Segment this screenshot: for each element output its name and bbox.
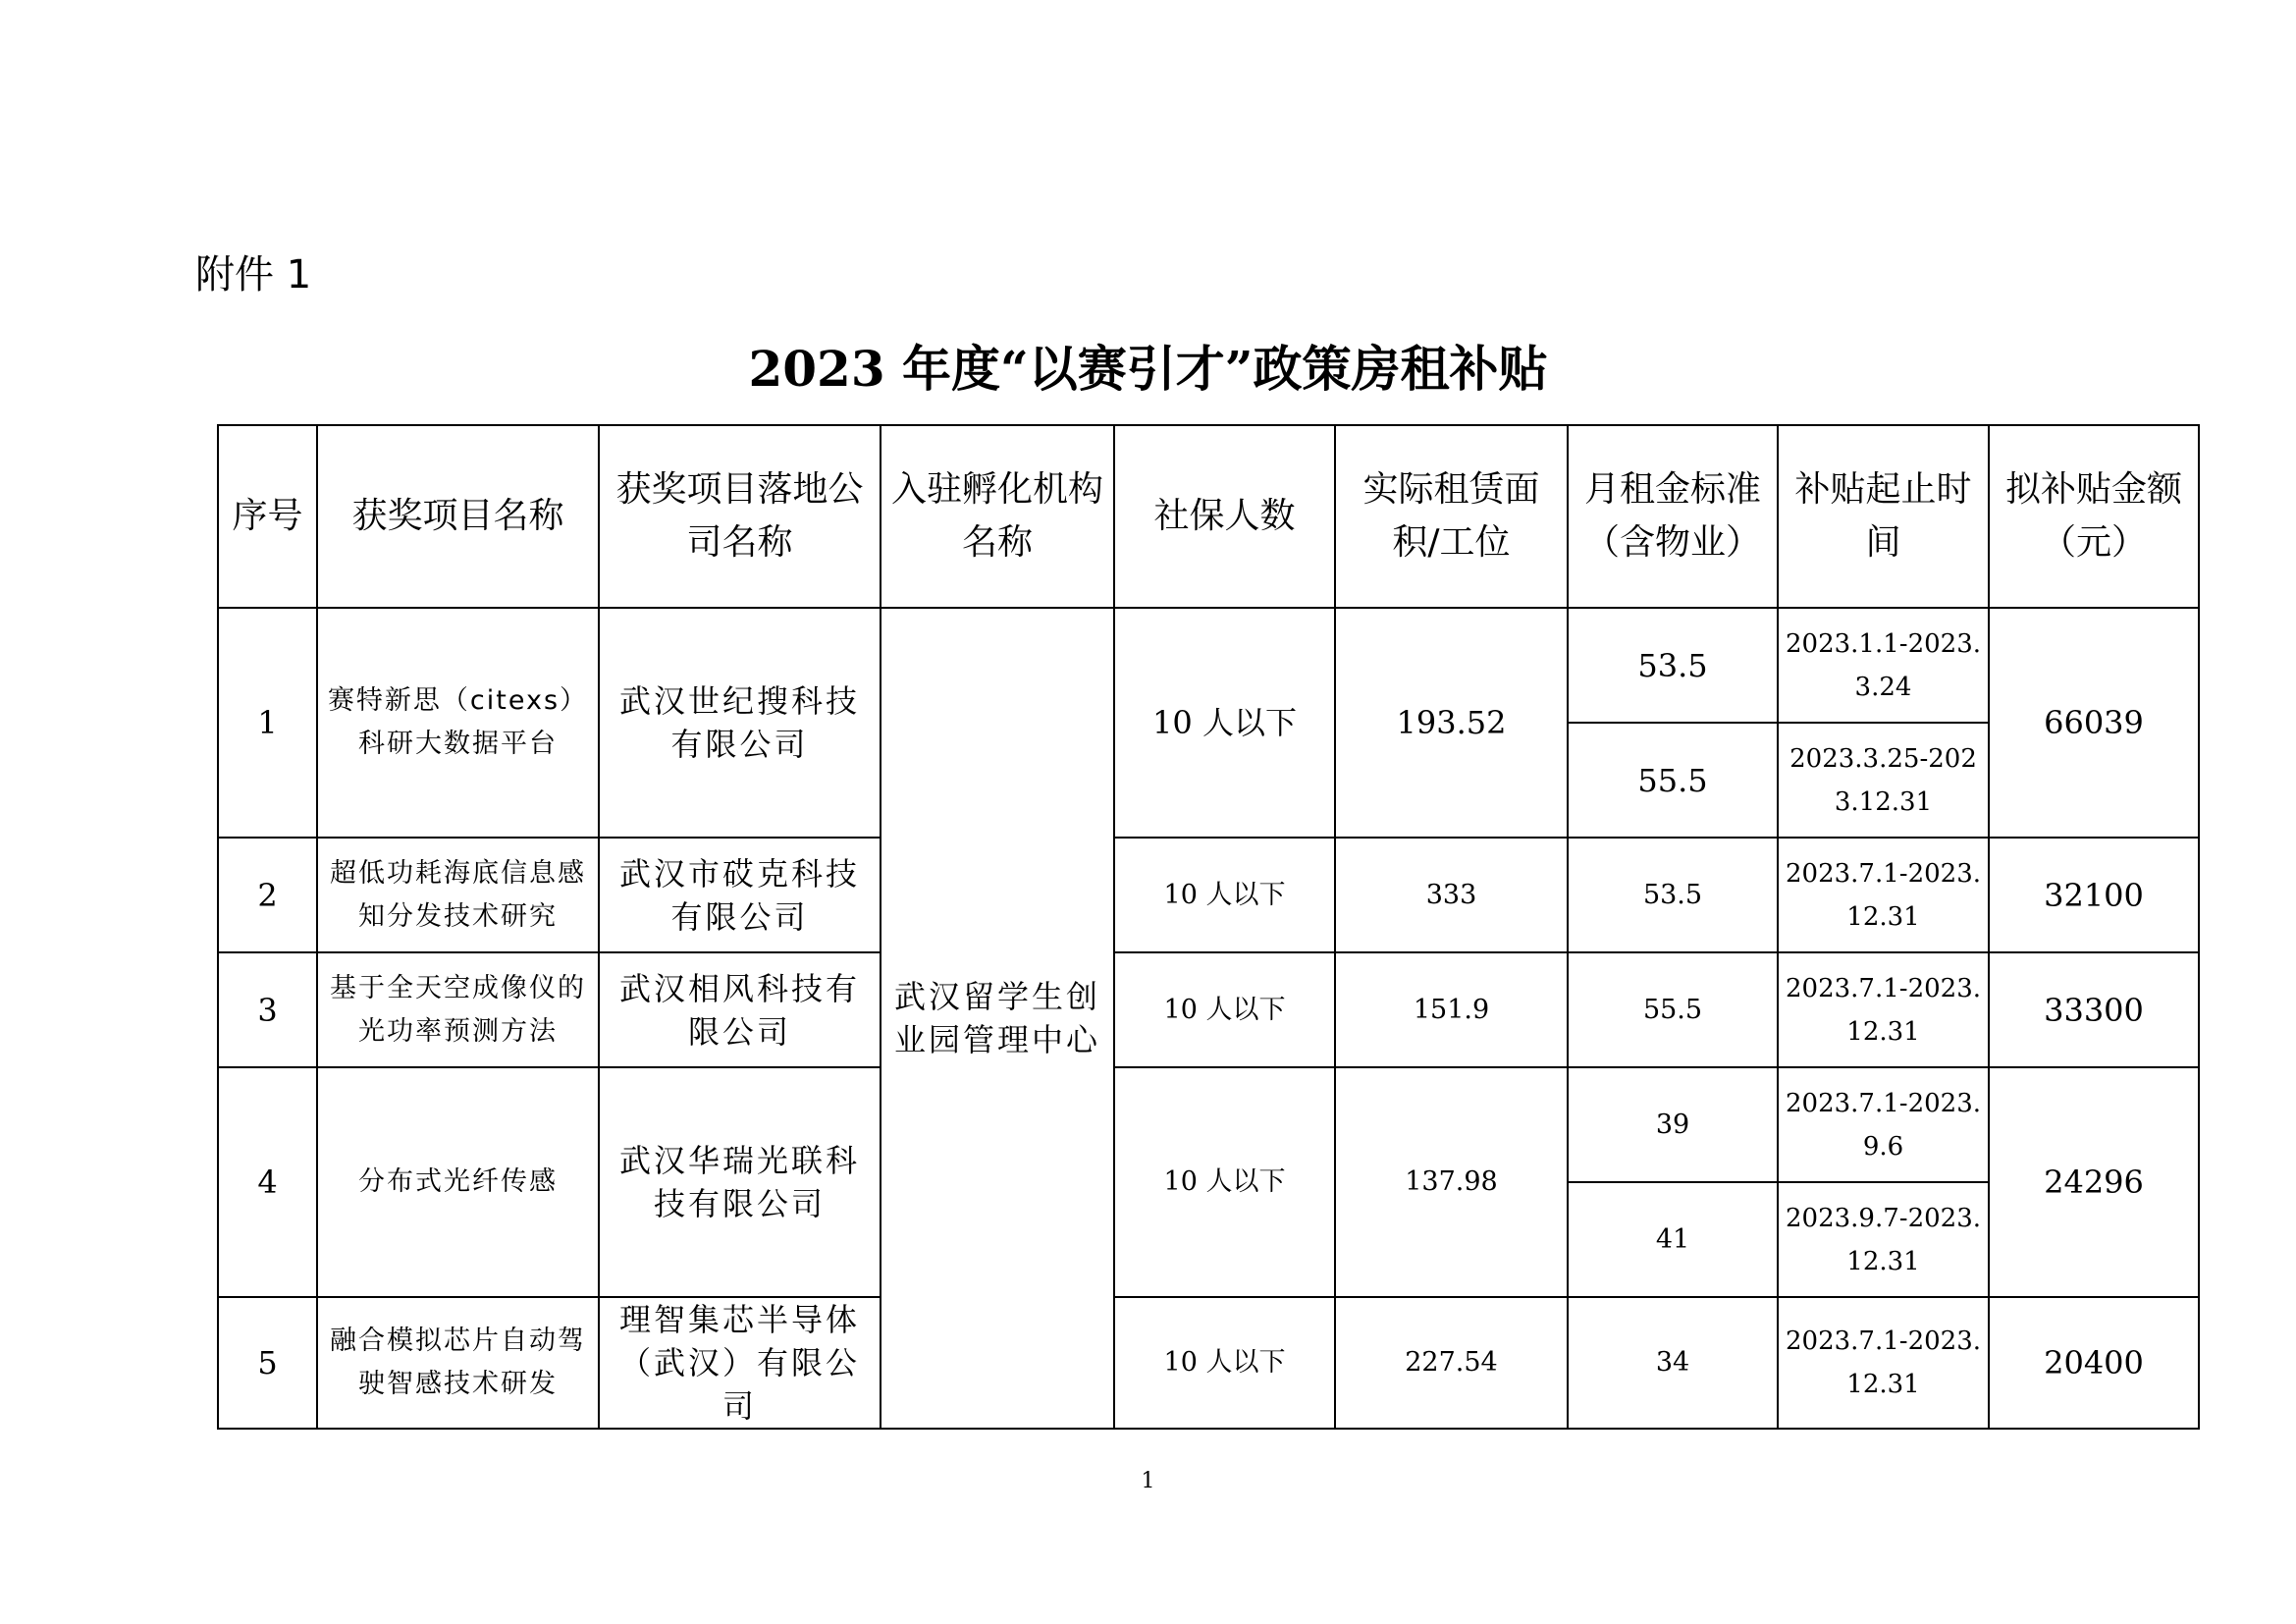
staff-count: 10 人以下: [1114, 952, 1335, 1067]
company-name: 武汉世纪搜科技有限公司: [599, 608, 881, 838]
subsidy-amount: 24296: [1989, 1067, 2199, 1297]
monthly-rent: 55.5: [1568, 952, 1778, 1067]
header-institution: 入驻孵化机构名称: [881, 425, 1114, 608]
table-row: [218, 608, 2199, 723]
header-area: 实际租赁面积/工位: [1335, 425, 1568, 608]
row-no: 3: [218, 952, 317, 1067]
header-row: [218, 425, 2199, 608]
monthly-rent: 39: [1568, 1067, 1778, 1182]
subsidy-period: 2023.7.1-2023.12.31: [1778, 838, 1989, 952]
subsidy-amount: 33300: [1989, 952, 2199, 1067]
project-name: 分布式光纤传感: [317, 1067, 599, 1297]
page-number: 1: [1141, 1469, 1155, 1493]
row-no: 1: [218, 608, 317, 838]
company-name: 武汉市砹克科技有限公司: [599, 838, 881, 952]
subsidy-period: 2023.3.25-2023.12.31: [1778, 723, 1989, 838]
rental-area: 227.54: [1335, 1297, 1568, 1429]
monthly-rent: 55.5: [1568, 723, 1778, 838]
header-rent: 月租金标准（含物业）: [1568, 425, 1778, 608]
staff-count: 10 人以下: [1114, 608, 1335, 838]
project-name: 基于全天空成像仪的光功率预测方法: [317, 952, 599, 1067]
row-no: 2: [218, 838, 317, 952]
staff-count: 10 人以下: [1114, 1297, 1335, 1429]
monthly-rent: 41: [1568, 1182, 1778, 1297]
monthly-rent: 34: [1568, 1297, 1778, 1429]
monthly-rent: 53.5: [1568, 838, 1778, 952]
table-row: [218, 1067, 2199, 1182]
subsidy-period: 2023.9.7-2023.12.31: [1778, 1182, 1989, 1297]
project-name: 融合模拟芯片自动驾驶智感技术研发: [317, 1297, 599, 1429]
company-name: 武汉华瑞光联科技有限公司: [599, 1067, 881, 1297]
table-row: [218, 1297, 2199, 1429]
rental-area: 333: [1335, 838, 1568, 952]
header-project: 获奖项目名称: [317, 425, 599, 608]
subsidy-table: [217, 424, 2200, 1430]
header-staff: 社保人数: [1114, 425, 1335, 608]
header-no: 序号: [218, 425, 317, 608]
subsidy-amount: 66039: [1989, 608, 2199, 838]
row-no: 5: [218, 1297, 317, 1429]
company-name: 理智集芯半导体（武汉）有限公司: [599, 1297, 881, 1429]
company-name: 武汉相风科技有限公司: [599, 952, 881, 1067]
staff-count: 10 人以下: [1114, 838, 1335, 952]
header-amount: 拟补贴金额（元）: [1989, 425, 2199, 608]
header-company: 获奖项目落地公司名称: [599, 425, 881, 608]
rental-area: 193.52: [1335, 608, 1568, 838]
subsidy-period: 2023.7.1-2023.12.31: [1778, 952, 1989, 1067]
attachment-label: 附件 1: [195, 252, 312, 298]
subsidy-period: 2023.7.1-2023.9.6: [1778, 1067, 1989, 1182]
rental-area: 151.9: [1335, 952, 1568, 1067]
project-name: 超低功耗海底信息感知分发技术研究: [317, 838, 599, 952]
project-name: 赛特新思（citexs）科研大数据平台: [317, 608, 599, 838]
header-period: 补贴起止时间: [1778, 425, 1989, 608]
row-no: 4: [218, 1067, 317, 1297]
table-row: [218, 952, 2199, 1067]
staff-count: 10 人以下: [1114, 1067, 1335, 1297]
subsidy-period: 2023.7.1-2023.12.31: [1778, 1297, 1989, 1429]
table-row: [218, 838, 2199, 952]
institution-name: 武汉留学生创业园管理中心: [881, 608, 1114, 1429]
subsidy-period: 2023.1.1-2023.3.24: [1778, 608, 1989, 723]
subsidy-amount: 20400: [1989, 1297, 2199, 1429]
rental-area: 137.98: [1335, 1067, 1568, 1297]
document-title: 2023 年度“以赛引才”政策房租补贴: [748, 340, 1548, 398]
subsidy-amount: 32100: [1989, 838, 2199, 952]
monthly-rent: 53.5: [1568, 608, 1778, 723]
